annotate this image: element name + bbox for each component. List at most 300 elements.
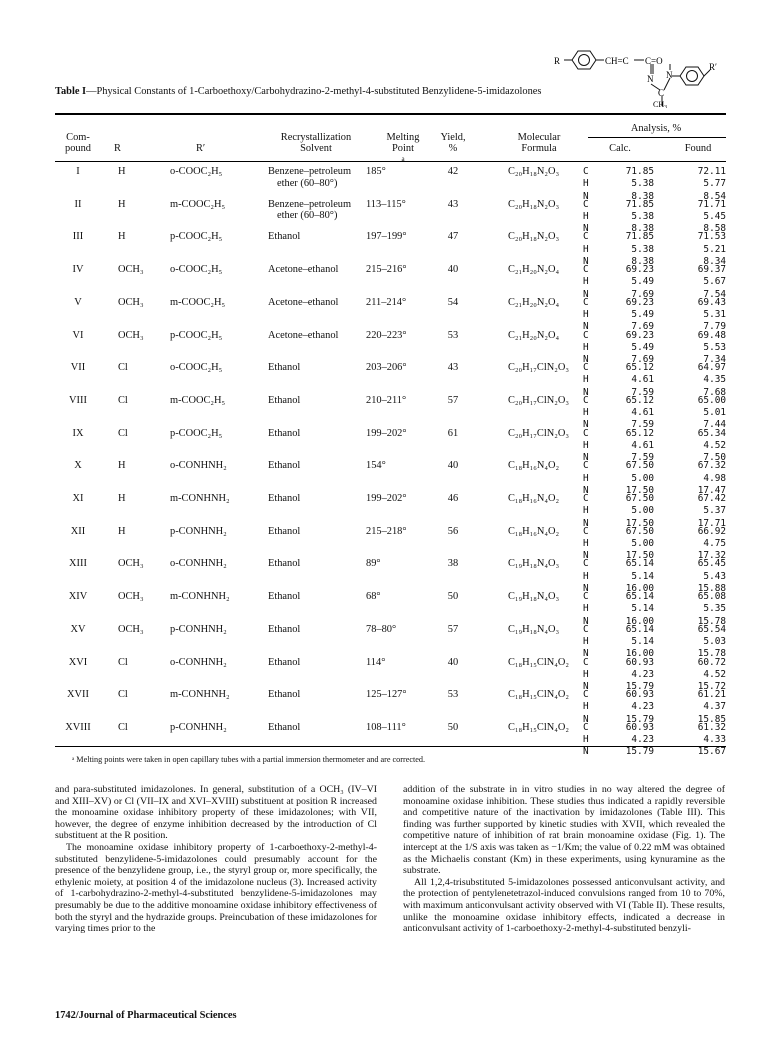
substituent-r-prime: o-CONHNH₂	[170, 656, 227, 668]
found-value: 4.52	[703, 439, 726, 451]
molecular-formula: C₁₉H₁₈N₄O₃	[508, 591, 560, 603]
found-value: 4.75	[703, 537, 726, 549]
yield-percent: 47	[447, 231, 459, 243]
table-row	[0, 493, 768, 530]
element-symbol: N	[583, 746, 589, 758]
analysis-line	[583, 526, 726, 538]
found-value: 7.34	[703, 354, 726, 366]
table-row	[0, 722, 768, 759]
melting-point: 108–111°	[366, 721, 406, 733]
substituent-r-prime: m-CONHNH₂	[170, 689, 230, 701]
melting-point: 185°	[366, 166, 386, 177]
calc-value: 5.49	[631, 309, 654, 321]
found-value: 71.53	[697, 231, 726, 243]
analysis-line	[583, 689, 726, 701]
element-symbol: H	[583, 701, 589, 713]
analysis-values	[583, 722, 726, 759]
melting-point: 197–199°	[366, 231, 407, 243]
table-row	[0, 689, 768, 726]
found-value: 15.78	[697, 615, 726, 627]
analysis-line	[583, 199, 726, 211]
substituent-r: Cl	[118, 394, 128, 406]
found-value: 65.00	[697, 394, 726, 406]
found-value: 15.85	[697, 713, 726, 725]
calc-value: 5.49	[631, 341, 654, 353]
element-symbol: N	[583, 190, 589, 202]
element-symbol: N	[583, 484, 589, 496]
molecular-formula: C₂₀H₁₇ClN₂O₃	[508, 427, 569, 439]
found-value: 4.35	[703, 374, 726, 386]
substituent-r: Cl	[118, 721, 128, 733]
calc-value: 4.23	[631, 701, 654, 713]
calc-value: 7.59	[631, 452, 654, 464]
molecular-formula: C₂₁H₂₀N₂O₄	[508, 296, 560, 308]
compound-id: X	[74, 460, 82, 472]
found-value: 5.21	[703, 243, 726, 255]
solvent-line: Ethanol	[268, 591, 301, 603]
substituent-r-prime: p-CONHNH₂	[170, 721, 227, 733]
calc-value: 65.14	[625, 558, 654, 570]
molecular-formula: C₁₉H₁₈N₄O₃	[508, 623, 560, 635]
found-value: 69.43	[697, 296, 726, 308]
table-row	[0, 428, 768, 465]
substituent-r-prime: m-CONHNH₂	[170, 493, 230, 504]
solvent-line: Ethanol	[268, 362, 301, 374]
calc-value: 71.85	[625, 198, 654, 210]
page-footer: 1742/Journal of Pharmaceutical Sciences	[55, 1010, 237, 1021]
compound-id: VII	[70, 362, 86, 374]
found-value: 60.72	[697, 656, 726, 668]
element-symbol: N	[583, 517, 589, 529]
struct-c-eq-o: C=O	[645, 56, 663, 66]
calc-value: 17.50	[625, 550, 654, 562]
calc-value: 7.59	[631, 419, 654, 431]
molecular-formula: C₁₈H₁₆N₄O₂	[508, 493, 560, 504]
recrystallization-solvent	[268, 166, 351, 189]
recrystallization-solvent	[268, 362, 300, 374]
calc-value: 65.12	[625, 394, 654, 406]
melting-point: 89°	[366, 558, 381, 570]
recrystallization-solvent	[268, 428, 300, 440]
found-value: 15.78	[697, 648, 726, 660]
melting-point: 68°	[366, 591, 381, 603]
yield-percent: 46	[447, 493, 459, 504]
compound-id: I	[76, 166, 80, 177]
solvent-line: Ethanol	[268, 460, 301, 472]
compound-id: XVI	[68, 656, 88, 668]
substituent-r: OCH₃	[118, 296, 144, 308]
yield-percent: 40	[447, 656, 459, 668]
substituent-r: H	[118, 525, 126, 537]
substituent-r: H	[118, 231, 126, 243]
found-value: 7.44	[703, 419, 726, 431]
analysis-line	[583, 734, 726, 746]
analysis-line	[583, 701, 726, 713]
yield-percent: 61	[447, 427, 459, 439]
analysis-values	[583, 657, 726, 694]
table-row	[0, 362, 768, 399]
analysis-line	[583, 231, 726, 243]
analysis-values	[583, 526, 726, 563]
analysis-line	[583, 330, 726, 342]
recrystallization-solvent	[268, 231, 300, 243]
molecular-formula: C₂₁H₂₀N₂O₄	[508, 329, 560, 341]
yield-percent: 43	[447, 362, 459, 374]
found-value: 69.48	[697, 329, 726, 341]
analysis-line	[583, 493, 726, 505]
element-symbol: C	[583, 689, 589, 701]
paragraph: All 1,2,4-trisubstituted 5-imidazolones possessed anticonvulsant activity, and the protection of pentylenetetrazol-induced convulsions ranged from 10 to 70%, with maximum anticonvulsant activity observed with VI (Table II). These results, unlike the monoamine oxidase inhibitory effects, indicated a decrease in anticonvulsant activity of 1-carboethoxy-2-methyl-4-substituted benzyli-	[403, 876, 726, 935]
found-value: 61.21	[697, 689, 726, 701]
found-value: 5.01	[703, 407, 726, 419]
found-value: 5.53	[703, 341, 726, 353]
recrystallization-solvent	[268, 657, 300, 669]
element-symbol: C	[583, 166, 589, 177]
yield-percent: 38	[447, 558, 459, 570]
calc-value: 15.79	[625, 681, 654, 693]
found-value: 5.77	[703, 178, 726, 190]
recrystallization-solvent	[268, 199, 351, 222]
yield-percent: 42	[447, 166, 459, 177]
melting-point: 114°	[366, 656, 386, 668]
element-symbol: C	[583, 231, 589, 243]
recrystallization-solvent	[268, 493, 300, 505]
substituent-r-prime: p-COOC₂H₅	[170, 329, 223, 341]
calc-value: 4.61	[631, 439, 654, 451]
molecular-formula: C₁₈H₁₅ClN₄O₂	[508, 689, 569, 701]
body-column-right	[403, 784, 725, 935]
recrystallization-solvent	[268, 558, 300, 570]
element-symbol: H	[583, 603, 589, 615]
calc-value: 69.23	[625, 264, 654, 276]
melting-point: 215–218°	[366, 525, 407, 537]
element-symbol: C	[583, 493, 589, 504]
found-value: 7.54	[703, 288, 726, 300]
substituent-r: OCH₃	[118, 329, 144, 341]
calc-value: 5.38	[631, 178, 654, 190]
table-row	[0, 460, 768, 497]
table-title	[55, 86, 575, 98]
compound-id: III	[72, 231, 84, 243]
body-column-left	[55, 784, 377, 935]
analysis-line	[583, 603, 726, 615]
substituent-r: OCH₃	[118, 264, 144, 276]
element-symbol: C	[583, 362, 589, 374]
compound-id: XV	[70, 623, 86, 635]
melting-point: 113–115°	[366, 198, 406, 210]
analysis-values	[583, 362, 726, 399]
calc-value: 71.85	[625, 231, 654, 243]
found-value: 5.43	[703, 570, 726, 582]
molecular-formula: C₂₁H₂₀N₂O₄	[508, 264, 560, 276]
table-row	[0, 297, 768, 334]
element-symbol: C	[583, 721, 589, 733]
struct-n2: N	[666, 70, 673, 80]
found-value: 65.08	[697, 591, 726, 603]
found-value: 4.33	[703, 734, 726, 746]
solvent-line: Acetone–ethanol	[268, 329, 339, 341]
calc-value: 65.14	[625, 591, 654, 603]
analysis-line	[583, 473, 726, 485]
melting-point: 125–127°	[366, 689, 407, 701]
yield-percent: 43	[447, 198, 459, 210]
element-symbol: C	[583, 296, 589, 308]
table-row	[0, 624, 768, 661]
element-symbol: N	[583, 255, 589, 267]
chemical-structure-diagram	[552, 40, 722, 108]
recrystallization-solvent	[268, 722, 300, 734]
melting-point: 210–211°	[366, 394, 407, 406]
table-footnote: ᵃ Melting points were taken in open capillary tubes with a partial immersion thermometer and are corrected.	[72, 755, 426, 764]
found-value: 65.54	[697, 623, 726, 635]
substituent-r: Cl	[118, 427, 128, 439]
table-row	[0, 395, 768, 432]
element-symbol: H	[583, 210, 589, 222]
element-symbol: H	[583, 734, 589, 746]
calc-value: 5.49	[631, 276, 654, 288]
substituent-r-prime: m-COOC₂H₅	[170, 394, 226, 406]
found-value: 4.98	[703, 472, 726, 484]
melting-point: 199–202°	[366, 427, 407, 439]
calc-value: 5.00	[631, 505, 654, 517]
solvent-line: Acetone–ethanol	[268, 296, 339, 308]
element-symbol: N	[583, 419, 589, 431]
solvent-line: Benzene–petroleum	[268, 166, 352, 177]
analysis-line	[583, 362, 726, 374]
molecular-formula: C₁₈H₁₅ClN₄O₂	[508, 656, 569, 668]
header-r-prime: R′	[196, 143, 206, 154]
calc-value: 4.61	[631, 407, 654, 419]
element-symbol: H	[583, 178, 589, 190]
substituent-r-prime: m-CONHNH₂	[170, 591, 230, 603]
element-symbol: N	[583, 582, 589, 594]
yield-percent: 57	[447, 394, 459, 406]
found-value: 5.31	[703, 309, 726, 321]
analysis-line	[583, 746, 726, 758]
analysis-rule	[588, 137, 726, 138]
solvent-line: Benzene–petroleum	[268, 198, 352, 210]
calc-value: 67.50	[625, 525, 654, 537]
paragraph: The monoamine oxidase inhibitory property of 1-carboethoxy-2-methyl-4-substituted benzylidene-5-imidazolones could presumably account for the presence of the benzylidene group, i.e., the styryl group or, more specifically, the ethylenic moiety, at position 4 of the imidazolone nucleus (3). Increased activity of 1-carbohydrazino-2-methyl-4-substituted benzylidene-5-imidazolones may presumably be due to the additive monoamine oxidase inhibitory effectiveness of both the styryl and the hydrazide groups. Preincubation of these imidazolones for varying times prior to the	[55, 841, 377, 935]
recrystallization-solvent	[268, 297, 338, 309]
analysis-line	[583, 244, 726, 256]
found-value: 17.71	[697, 517, 726, 529]
compound-id: XII	[70, 525, 86, 537]
element-symbol: N	[583, 681, 589, 693]
calc-value: 67.50	[625, 460, 654, 472]
substituent-r-prime: o-COOC₂H₅	[170, 264, 223, 276]
table-row	[0, 199, 768, 236]
found-value: 65.34	[697, 427, 726, 439]
table-row	[0, 330, 768, 367]
element-symbol: H	[583, 374, 589, 386]
analysis-line	[583, 571, 726, 583]
calc-value: 5.14	[631, 636, 654, 648]
analysis-line	[583, 374, 726, 386]
table-caption: —Physical Constants of 1-Carboethoxy/Carbohydrazino-2-methyl-4-substituted Benzylidene-5-imidazolones	[86, 86, 542, 97]
recrystallization-solvent	[268, 395, 300, 407]
compound-id: V	[74, 296, 82, 308]
recrystallization-solvent	[268, 624, 300, 636]
analysis-values	[583, 591, 726, 628]
element-symbol: C	[583, 591, 589, 603]
analysis-line	[583, 264, 726, 276]
solvent-line: Ethanol	[268, 623, 301, 635]
substituent-r: H	[118, 198, 126, 210]
recrystallization-solvent	[268, 264, 338, 276]
found-value: 71.71	[697, 198, 726, 210]
calc-value: 65.14	[625, 623, 654, 635]
substituent-r: Cl	[118, 689, 128, 701]
molecular-formula: C₁₉H₁₈N₄O₃	[508, 558, 560, 570]
table-row	[0, 231, 768, 268]
calc-value: 7.69	[631, 288, 654, 300]
substituent-r-prime: p-CONHNH₂	[170, 623, 227, 635]
substituent-r: Cl	[118, 656, 128, 668]
recrystallization-solvent	[268, 460, 300, 472]
element-symbol: H	[583, 472, 589, 484]
solvent-line: ether (60–80°)	[277, 210, 338, 222]
substituent-r: OCH₃	[118, 591, 144, 603]
analysis-line	[583, 309, 726, 321]
calc-value: 7.69	[631, 321, 654, 333]
compound-id: XIII	[69, 558, 87, 570]
melting-point: 215–216°	[366, 264, 407, 276]
header-r: R	[114, 143, 121, 154]
paragraph: addition of the substrate in in vitro studies in no way altered the degree of monoamine oxidase inhibition. These studies thus indicated a rapidly reversible and competitive nature of the inactivation by imidazolones (Table III). This finding was further supported by kinetic studies with XVII, which revealed the competitive nature of inhibition of rat brain monoamine oxidase (Fig. 1). The intercept at the 1/S axis was taken as −1/Km; the value of 0.22 mM was obtained as the Michaelis constant (Km) in these experiments, using kynuramine as the substrate.	[403, 784, 725, 877]
analysis-line	[583, 166, 726, 178]
recrystallization-solvent	[268, 330, 338, 342]
calc-value: 69.23	[625, 329, 654, 341]
molecular-formula: C₁₈H₁₆N₄O₂	[508, 525, 560, 537]
substituent-r-prime: o-CONHNH₂	[170, 460, 227, 472]
found-value: 5.45	[703, 210, 726, 222]
calc-value: 8.38	[631, 255, 654, 267]
element-symbol: N	[583, 386, 589, 398]
table-bottom-rule	[55, 746, 726, 747]
yield-percent: 56	[447, 525, 459, 537]
yield-percent: 57	[447, 623, 459, 635]
struct-ch-eq-c: CH=C	[605, 56, 629, 66]
element-symbol: C	[583, 656, 589, 668]
yield-percent: 53	[447, 689, 459, 701]
element-symbol: H	[583, 407, 589, 419]
element-symbol: C	[583, 394, 589, 406]
calc-value: 4.23	[631, 668, 654, 680]
element-symbol: N	[583, 452, 589, 464]
compound-id: IV	[72, 264, 84, 276]
element-symbol: H	[583, 505, 589, 517]
table-label: Table I	[55, 86, 87, 97]
table-top-rule	[55, 113, 726, 115]
calc-value: 5.38	[631, 210, 654, 222]
table-row	[0, 657, 768, 694]
element-symbol: H	[583, 309, 589, 321]
recrystallization-solvent	[268, 591, 300, 603]
analysis-line	[583, 342, 726, 354]
molecular-formula: C₂₀H₁₈N₂O₃	[508, 198, 560, 210]
struct-ch3: $CH_3$	[653, 100, 668, 108]
header-calc: Calc.	[609, 143, 631, 154]
analysis-line	[583, 538, 726, 550]
analysis-line	[583, 297, 726, 309]
solvent-line: Ethanol	[268, 656, 301, 668]
molecular-formula: C₁₈H₁₆N₄O₂	[508, 460, 560, 472]
analysis-line	[583, 657, 726, 669]
calc-value: 60.93	[625, 656, 654, 668]
analysis-values	[583, 624, 726, 661]
found-value: 65.45	[697, 558, 726, 570]
calc-value: 8.38	[631, 223, 654, 235]
calc-value: 69.23	[625, 296, 654, 308]
found-value: 66.92	[697, 525, 726, 537]
found-value: 17.47	[697, 484, 726, 496]
header-melting-point: Melting Point $^a$	[386, 132, 420, 163]
analysis-values	[583, 395, 726, 432]
yield-percent: 40	[447, 264, 459, 276]
solvent-line: Ethanol	[268, 493, 301, 504]
analysis-line	[583, 211, 726, 223]
calc-value: 71.85	[625, 166, 654, 177]
found-value: 4.37	[703, 701, 726, 713]
analysis-line	[583, 276, 726, 288]
analysis-values	[583, 264, 726, 301]
recrystallization-solvent	[268, 526, 300, 538]
analysis-line	[583, 669, 726, 681]
calc-value: 60.93	[625, 721, 654, 733]
found-value: 17.32	[697, 550, 726, 562]
element-symbol: H	[583, 537, 589, 549]
calc-value: 16.00	[625, 582, 654, 594]
element-symbol: H	[583, 668, 589, 680]
analysis-values	[583, 460, 726, 497]
calc-value: 17.50	[625, 517, 654, 529]
found-value: 72.11	[697, 166, 726, 177]
element-symbol: N	[583, 648, 589, 660]
paragraph: and para-substituted imidazolones. In general, substitution of a OCH₃ (IV–VI and XIII–XV) or Cl (VII–IX and XVI–XVIII) substituent at position R increased the monoamine oxidase inhibitory property of these imidazolones; with VII, however, the degree of enzyme inhibition decreased by the introduction of Cl substituent at the R position.	[55, 784, 377, 842]
molecular-formula: C₂₀H₁₇ClN₂O₃	[508, 394, 569, 406]
found-value: 8.54	[703, 190, 726, 202]
solvent-line: Ethanol	[268, 231, 301, 243]
found-value: 15.67	[697, 746, 726, 758]
analysis-values	[583, 558, 726, 595]
struct-n1: N	[647, 74, 654, 84]
molecular-formula: C₂₀H₁₈N₂O₃	[508, 231, 560, 243]
melting-point: 154°	[366, 460, 386, 472]
yield-percent: 53	[447, 329, 459, 341]
melting-point: 203–206°	[366, 362, 407, 374]
calc-value: 5.00	[631, 537, 654, 549]
molecular-formula: C₂₀H₁₇ClN₂O₃	[508, 362, 569, 374]
solvent-line: Ethanol	[268, 558, 301, 570]
calc-value: 15.79	[625, 746, 654, 758]
element-symbol: C	[583, 264, 589, 276]
element-symbol: C	[583, 329, 589, 341]
found-value: 5.37	[703, 505, 726, 517]
element-symbol: C	[583, 460, 589, 472]
substituent-r-prime: p-CONHNH₂	[170, 525, 227, 537]
found-value: 15.72	[697, 681, 726, 693]
element-symbol: H	[583, 570, 589, 582]
struct-c: C	[658, 88, 665, 98]
compound-id: XIV	[68, 591, 88, 603]
table-row	[0, 591, 768, 628]
analysis-line	[583, 460, 726, 472]
analysis-line	[583, 428, 726, 440]
substituent-r: H	[118, 166, 126, 177]
yield-percent: 50	[447, 591, 459, 603]
solvent-line: Ethanol	[268, 427, 301, 439]
